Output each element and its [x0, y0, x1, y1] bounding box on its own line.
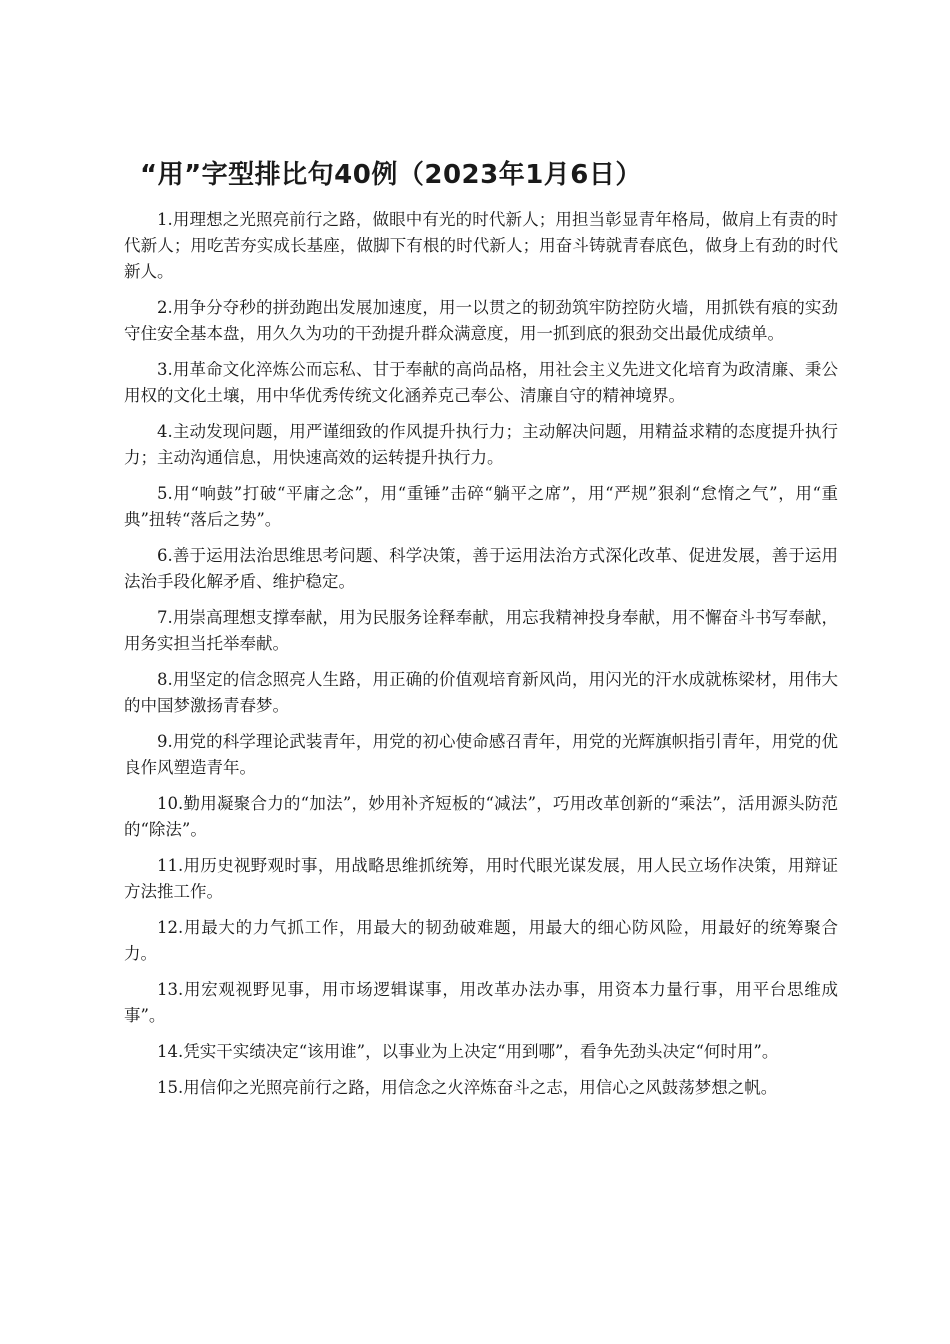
paragraph-8: 8.用坚定的信念照亮人生路，用正确的价值观培育新风尚，用闪光的汗水成就栋梁材，用伟大的中国梦激扬青春梦。	[124, 670, 838, 715]
paragraph-10: 10.勤用凝聚合力的“加法”，妙用补齐短板的“减法”，巧用改革创新的“乘法”，活用源头防范的“除法”。	[124, 794, 838, 839]
document-body	[124, 207, 838, 1111]
paragraph-14: 14.凭实干实绩决定“该用谁”，以事业为上决定“用到哪”，看争先劲头决定“何时用”。	[157, 1042, 779, 1061]
paragraph-1: 1.用理想之光照亮前行之路，做眼中有光的时代新人；用担当彰显青年格局，做肩上有责的时代新人；用吃苦夯实成长基座，做脚下有根的时代新人；用奋斗铸就青春底色，做身上有劲的时代新人。	[124, 210, 838, 281]
paragraph-3: 3.用革命文化淬炼公而忘私、甘于奉献的高尚品格，用社会主义先进文化培育为政清廉、秉公用权的文化土壤，用中华优秀传统文化涵养克己奉公、清廉自守的精神境界。	[124, 360, 838, 405]
paragraph-4: 4.主动发现问题，用严谨细致的作风提升执行力；主动解决问题，用精益求精的态度提升执行力；主动沟通信息，用快速高效的运转提升执行力。	[124, 422, 838, 467]
paragraph-5: 5.用“响鼓”打破“平庸之念”，用“重锤”击碎“躺平之席”，用“严规”狠刹“怠惰之气”，用“重典”扭转“落后之势”。	[124, 484, 838, 529]
paragraph-7: 7.用崇高理想支撑奉献，用为民服务诠释奉献，用忘我精神投身奉献，用不懈奋斗书写奉献，用务实担当托举奉献。	[124, 608, 838, 653]
paragraph-9: 9.用党的科学理论武装青年，用党的初心使命感召青年，用党的光辉旗帜指引青年，用党的优良作风塑造青年。	[124, 732, 838, 777]
paragraph-2: 2.用争分夺秒的拼劲跑出发展加速度，用一以贯之的韧劲筑牢防控防火墙，用抓铁有痕的实劲守住安全基本盘，用久久为功的干劲提升群众满意度，用一抓到底的狠劲交出最优成绩单。	[124, 298, 838, 343]
paragraph-11: 11.用历史视野观时事，用战略思维抓统筹，用时代眼光谋发展，用人民立场作决策，用辩证方法推工作。	[124, 856, 838, 901]
paragraph-12: 12.用最大的力气抓工作，用最大的韧劲破难题，用最大的细心防风险，用最好的统筹聚合力。	[124, 918, 838, 963]
paragraph-6: 6.善于运用法治思维思考问题、科学决策，善于运用法治方式深化改革、促进发展，善于运用法治手段化解矛盾、维护稳定。	[124, 546, 838, 591]
paragraph-13: 13.用宏观视野见事，用市场逻辑谋事，用改革办法办事，用资本力量行事，用平台思维成事”。	[124, 980, 838, 1025]
paragraph-15: 15.用信仰之光照亮前行之路，用信念之火淬炼奋斗之志，用信心之风鼓荡梦想之帆。	[157, 1078, 778, 1097]
document-title: “用”字型排比句40例（2023年1月6日）	[140, 160, 642, 190]
